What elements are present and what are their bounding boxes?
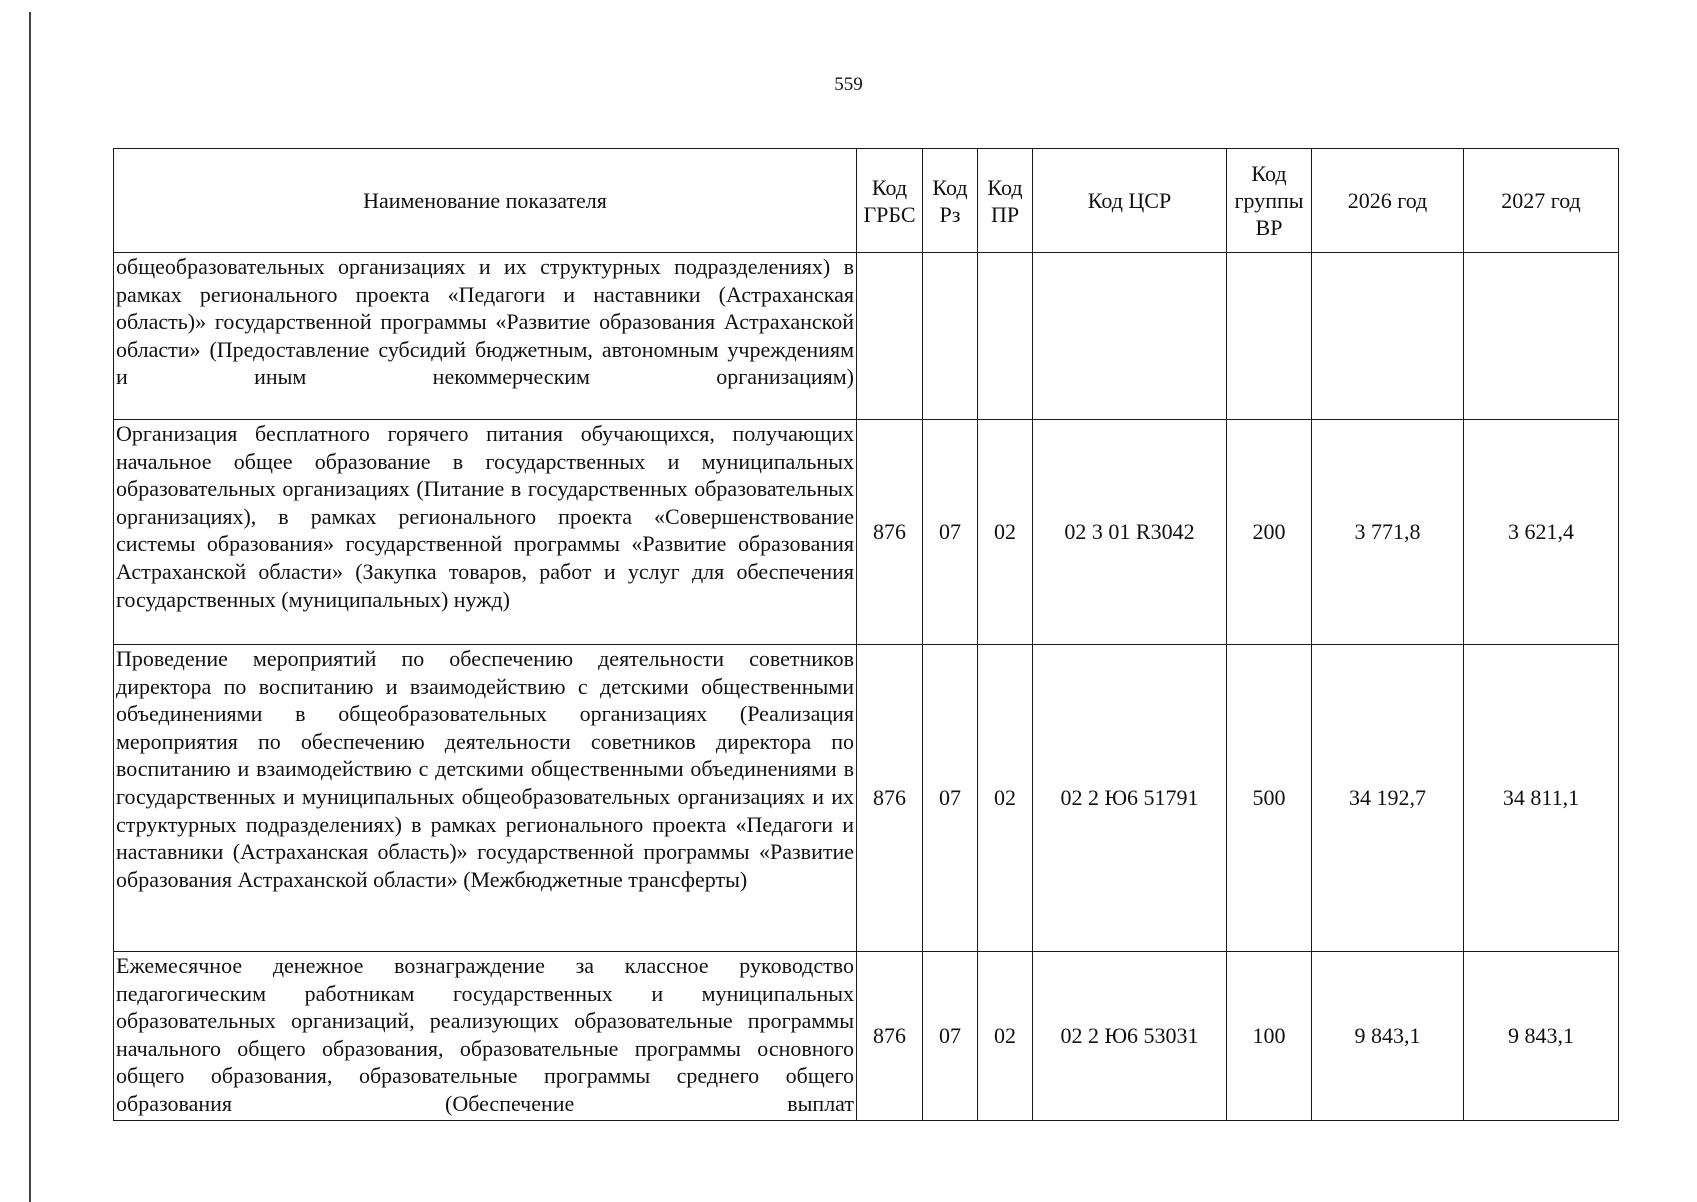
row-2027: 3 621,4 [1464,420,1619,645]
row-pr [978,253,1033,420]
row-name: общеобразовательных организациях и их структурных подразделениях) в рамках регионального проекта «Педагоги и наставники (Астраханская область)» государственной программы «Развитие образования Астраханской области» (Предоставление субсидий бюджетным, автономным учреждениям и иным некоммерческим организациям) [114,253,857,420]
table-row [114,645,1619,952]
table-row [114,952,1619,1121]
header-pr: Код ПР [978,149,1033,253]
header-vr: Код группы ВР [1227,149,1312,253]
row-vr: 500 [1227,645,1312,952]
row-rz: 07 [923,645,978,952]
row-vr: 100 [1227,952,1312,1121]
table-row [114,420,1619,645]
row-2027: 9 843,1 [1464,952,1619,1121]
row-pr: 02 [978,645,1033,952]
table-row [114,253,1619,420]
header-2027: 2027 год [1464,149,1619,253]
row-2027: 34 811,1 [1464,645,1619,952]
row-vr [1227,253,1312,420]
row-vr: 200 [1227,420,1312,645]
header-name: Наименование показателя [114,149,857,253]
header-grbs: Код ГРБС [857,149,923,253]
page-number: 559 [834,74,863,95]
row-grbs: 876 [857,420,923,645]
row-csr [1033,253,1227,420]
row-pr: 02 [978,952,1033,1121]
scan-edge-line [29,12,31,1202]
row-2026 [1312,253,1464,420]
row-rz: 07 [923,952,978,1121]
header-2026: 2026 год [1312,149,1464,253]
row-pr: 02 [978,420,1033,645]
row-name: Проведение мероприятий по обеспечению деятельности советников директора по воспитанию и взаимодействию с детскими общественными объединениями в общеобразовательных организациях (Реализация мероприятия по обеспечению деятельности советников директора по воспитанию и взаимодействию с детскими общественными объединениями в государственных и муниципальных общеобразовательных организациях и их структурных подразделениях) в рамках регионального проекта «Педагоги и наставники (Астраханская область)» государственной программы «Развитие образования Астраханской области» (Межбюджетные трансферты) [114,645,857,952]
row-grbs: 876 [857,645,923,952]
row-2026: 3 771,8 [1312,420,1464,645]
budget-table [113,148,1619,1121]
header-row [114,149,1619,253]
row-csr: 02 2 Ю6 51791 [1033,645,1227,952]
row-csr: 02 3 01 R3042 [1033,420,1227,645]
row-rz: 07 [923,420,978,645]
header-csr: Код ЦСР [1033,149,1227,253]
row-name: Организация бесплатного горячего питания обучающихся, получающих начальное общее образование в государственных и муниципальных образовательных организациях (Питание в государственных образовательных организациях), в рамках регионального проекта «Совершенствование системы образования» государственной программы «Развитие образования Астраханской области» (Закупка товаров, работ и услуг для обеспечения государственных (муниципальных) нужд) [114,420,857,645]
row-grbs: 876 [857,952,923,1121]
row-2026: 9 843,1 [1312,952,1464,1121]
row-2026: 34 192,7 [1312,645,1464,952]
row-grbs [857,253,923,420]
row-csr: 02 2 Ю6 53031 [1033,952,1227,1121]
row-rz [923,253,978,420]
header-rz: Код Рз [923,149,978,253]
row-2027 [1464,253,1619,420]
row-name: Ежемесячное денежное вознаграждение за классное руководство педагогическим работникам государственных и муниципальных образовательных организаций, реализующих образовательные программы начального общего образования, образовательные программы основного общего образования, образовательные программы среднего общего образования (Обеспечение выплат [114,952,857,1121]
